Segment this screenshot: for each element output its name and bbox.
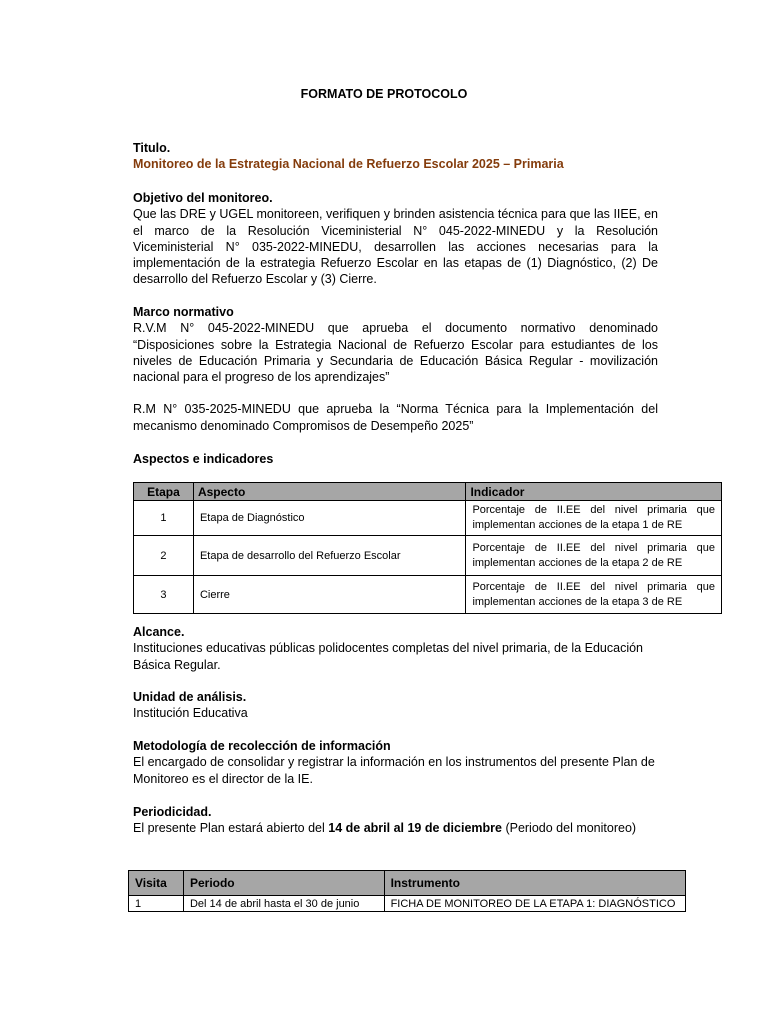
etapa-cell: 2 — [134, 536, 194, 576]
periodicidad-label: Periodicidad. — [133, 805, 212, 819]
periodicidad-dates: 14 de abril al 19 de diciembre — [328, 821, 502, 836]
table-row — [134, 501, 722, 536]
indicador-cell: Porcentaje de II.EE del nivel primaria que implementan acciones de la etapa 2 de RE — [466, 536, 722, 576]
header-indicador: Indicador — [466, 483, 722, 501]
section-objetivo — [133, 190, 658, 288]
header-periodo: Periodo — [183, 871, 384, 896]
table-row — [134, 536, 722, 576]
visita-cell: 1 — [129, 896, 184, 912]
alcance-text: Instituciones educativas públicas polidocentes completas del nivel primaria, de la Educación Básica Regular. — [133, 641, 644, 672]
metodologia-text: El encargado de consolidar y registrar la información en los instrumentos del presente Plan de Monitoreo es el director de la IE. — [133, 755, 655, 786]
section-titulo — [133, 140, 658, 173]
section-periodicidad — [133, 804, 693, 837]
aspectos-table-header — [134, 483, 722, 501]
header-instrumento: Instrumento — [384, 871, 685, 896]
aspecto-cell: Etapa de Diagnóstico — [193, 501, 465, 536]
table-row — [134, 576, 722, 614]
header-visita: Visita — [129, 871, 184, 896]
header-aspecto: Aspecto — [193, 483, 465, 501]
indicador-cell: Porcentaje de II.EE del nivel primaria que implementan acciones de la etapa 3 de RE — [466, 576, 722, 614]
marco-paragraph-2: R.M N° 035-2025-MINEDU que aprueba la “Norma Técnica para la Implementación del mecanismo denominado Compromisos de Desempeño 2025” — [133, 402, 658, 433]
periodicidad-text-pre: El presente Plan estará abierto del — [133, 821, 329, 836]
objetivo-label: Objetivo del monitoreo. — [133, 191, 273, 205]
header-etapa: Etapa — [134, 483, 194, 501]
section-aspectos — [133, 451, 658, 467]
visitas-table — [128, 870, 686, 912]
alcance-label: Alcance. — [133, 625, 185, 639]
visitas-table-header — [129, 871, 686, 896]
etapa-cell: 3 — [134, 576, 194, 614]
instrumento-cell: FICHA DE MONITOREO DE LA ETAPA 1: DIAGNÓSTICO — [384, 896, 685, 912]
periodicidad-text — [133, 820, 693, 836]
section-unidad — [133, 689, 658, 722]
periodicidad-text-post: (Periodo del monitoreo) — [501, 821, 637, 836]
indicador-cell: Porcentaje de II.EE del nivel primaria que implementan acciones de la etapa 1 de RE — [466, 501, 722, 536]
aspecto-cell: Cierre — [193, 576, 465, 614]
table-row — [129, 896, 686, 912]
etapa-cell: 1 — [134, 501, 194, 536]
objetivo-text: Que las DRE y UGEL monitoreen, verifiquen y brinden asistencia técnica para que las IIEE, en el marco de la Resolución Viceministerial N° 045-2022-MINEDU y la Resolución Viceministerial N° 035-2022-MINEDU, desarrollen las acciones necesarias para la implementación de la estrategia Refuerzo Escolar en las etapas de (1) Diagnóstico, (2) De desarrollo del Refuerzo Escolar y (3) Cierre. — [133, 207, 658, 287]
section-metodologia — [133, 738, 658, 787]
unidad-label: Unidad de análisis. — [133, 690, 247, 704]
aspectos-label: Aspectos e indicadores — [133, 452, 274, 466]
titulo-label: Titulo. — [133, 141, 171, 155]
section-alcance — [133, 624, 658, 673]
marco-label: Marco normativo — [133, 305, 234, 319]
titulo-value: Monitoreo de la Estrategia Nacional de Refuerzo Escolar 2025 – Primaria — [133, 157, 564, 172]
section-marco-normativo — [133, 304, 658, 434]
unidad-text: Institución Educativa — [133, 706, 248, 721]
aspecto-cell: Etapa de desarrollo del Refuerzo Escolar — [193, 536, 465, 576]
aspectos-table — [133, 482, 722, 614]
metodologia-label: Metodología de recolección de información — [133, 739, 391, 753]
marco-paragraph-1: R.V.M N° 045-2022-MINEDU que aprueba el documento normativo denominado “Disposiciones sobre la Estrategia Nacional de Refuerzo Escolar para estudiantes de los niveles de Educación Primaria y Secundaria de Educación Básica Regular - movilización nacional para el progreso de los aprendizajes” — [133, 321, 658, 385]
periodo-cell: Del 14 de abril hasta el 30 de junio — [183, 896, 384, 912]
document-title: FORMATO DE PROTOCOLO — [300, 87, 468, 101]
